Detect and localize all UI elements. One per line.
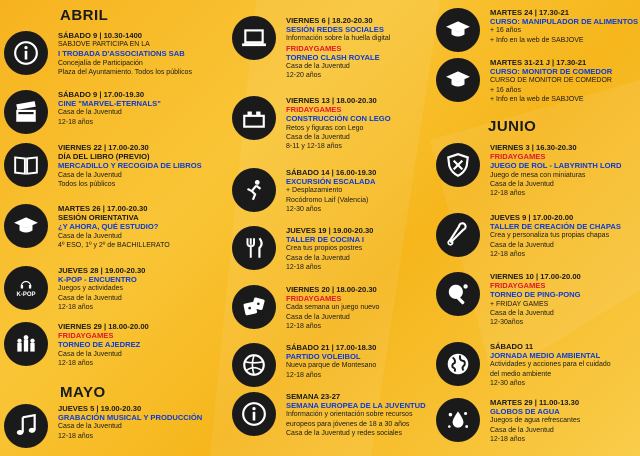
graduation-cap-icon	[4, 204, 48, 248]
event-line: + Desplazamiento	[286, 187, 343, 195]
event-line: Juegos y actividades	[58, 285, 123, 293]
event-title: CURSO: MONITOR DE COMEDOR	[490, 67, 613, 77]
event-line: 12-18 años	[490, 435, 526, 443]
safety-pin-icon	[436, 213, 480, 257]
event-title: CURSO: MANIPULADOR DE ALIMENTOS	[490, 17, 639, 27]
event-title: SEMANA EUROPEA DE LA JUVENTUD	[286, 401, 426, 411]
event-title: TORNEO DE AJEDREZ	[58, 340, 141, 350]
shield-icon	[436, 143, 480, 187]
event-line: 12-18 años	[286, 371, 322, 379]
event-line: Casa de la Juventud	[58, 350, 122, 358]
event-line: Información sobre la huella digital	[286, 35, 391, 43]
kpop-icon-label: K-POP	[16, 292, 36, 298]
event-line: Casa de la Juventud	[490, 180, 554, 188]
event-title: TALLER DE COCINA I	[286, 235, 365, 245]
event-title: MERCADILLO Y RECOGIDA DE LIBROS	[58, 161, 202, 171]
event-line: + 16 años	[490, 27, 521, 35]
event-line: Casa de la Juventud	[490, 241, 554, 249]
event-title: JORNADA MEDIO AMBIENTAL	[490, 351, 601, 361]
event-date: VIERNES 3 | 16.30-20.30	[490, 143, 577, 152]
event-line: + Info en la web de SABJOVE	[490, 95, 584, 103]
event-title: PARTIDO VOLEIBOL	[286, 352, 361, 362]
event-line: Plaza del Ayuntamiento. Todos los públicos	[58, 68, 192, 76]
event-line: Casa de la Juventud	[286, 254, 350, 262]
section-title-mayo: MAYO	[60, 384, 106, 401]
event-line: 12-18 años	[490, 190, 526, 198]
event-date: SEMANA 23-27	[286, 392, 341, 401]
event-line: 4º ESO, 1º y 2º de BACHILLERATO	[58, 241, 170, 249]
event-date: SÁBADO 11	[490, 342, 534, 351]
event-date: MARTES 31-21 J | 17.30-21	[490, 58, 587, 67]
cutlery-icon	[232, 226, 276, 270]
event-line: Casa de la Juventud	[490, 309, 554, 317]
event-date: JUEVES 5 | 19.00-20.30	[58, 404, 142, 413]
event-line: Concejalía de Participación	[58, 59, 143, 67]
event-title: JUEGO DE ROL - LABYRINTH LORD	[490, 161, 622, 171]
water-splash-icon	[436, 398, 480, 442]
event-title: SESIÓN REDES SOCIALES	[286, 25, 384, 35]
dice-icon	[232, 285, 276, 329]
clapperboard-icon	[4, 90, 48, 134]
event-line: Casa de la Juventud	[490, 426, 554, 434]
event-date: JUEVES 19 | 19.00-20.30	[286, 226, 374, 235]
event-line: Nueva parque de Montesano	[286, 362, 377, 370]
event-line: Todos los públicos	[58, 180, 116, 188]
event-title: I TROBADA D'ASSOCIATIONS SAB	[58, 49, 185, 59]
event-line: Casa de la Juventud y redes sociales	[286, 429, 402, 437]
laptop-icon	[232, 16, 276, 60]
event-subtitle: SESIÓN ORIENTATIVA	[58, 213, 139, 223]
event-line: 12-18 años	[286, 263, 322, 271]
event-title: K-POP - ENCUENTRO	[58, 275, 137, 285]
event-line: Casa de la Juventud	[58, 171, 122, 179]
event-date: JUEVES 28 | 19.00-20.30	[58, 266, 146, 275]
event-line: europeos para jóvenes de 18 a 30 años	[286, 420, 410, 428]
event-line: Casa de la Juventud	[286, 313, 350, 321]
event-line: Casa de la Juventud	[286, 63, 350, 71]
event-subtitle: DÍA DEL LIBRO (PREVIO)	[58, 152, 150, 162]
event-title: GLOBOS DE AGUA	[490, 407, 560, 417]
event-tag: FRIDAYGAMES	[286, 294, 342, 304]
event-title: TORNEO DE PING-PONG	[490, 290, 581, 300]
event-line: 12-18 años	[58, 359, 94, 367]
section-title-junio: JUNIO	[488, 118, 537, 135]
event-line: 12-18 años	[490, 250, 526, 258]
ping-pong-icon	[436, 272, 480, 316]
event-date: VIERNES 20 | 18.00-20.30	[286, 285, 377, 294]
event-date: SÁBADO 14 | 16.00-19.30	[286, 168, 377, 177]
event-date: MARTES 24 | 17.30-21	[490, 8, 569, 17]
volleyball-icon	[232, 343, 276, 387]
event-tag: FRIDAYGAMES	[58, 331, 114, 341]
info-icon	[4, 31, 48, 75]
event-line: Retos y figuras con Lego	[286, 124, 364, 132]
event-date: VIERNES 10 | 17.00-20.00	[490, 272, 581, 281]
graduation-cap-icon	[436, 8, 480, 52]
climbing-icon	[232, 168, 276, 212]
event-line: 12-30 años	[490, 379, 526, 387]
event-line: 12-18 años	[286, 322, 322, 330]
event-line: SABJOVE PARTICIPA EN LA	[58, 41, 150, 49]
music-note-icon	[4, 404, 48, 448]
event-line: Casa de la Juventud	[286, 133, 350, 141]
event-date: SÁBADO 21 | 17.00-18.30	[286, 343, 377, 352]
event-tag: FRIDAYGAMES	[286, 43, 342, 53]
event-date: VIERNES 6 | 18.20-20.30	[286, 16, 373, 25]
event-date: VIERNES 13 | 18.00-20.30	[286, 96, 377, 105]
event-title: EXCURSIÓN ESCALADA	[286, 177, 376, 187]
event-line: Información y orientación sobre recursos	[286, 411, 413, 419]
event-line: Cada semana un juego nuevo	[286, 304, 380, 312]
event-line: Casa de la Juventud	[58, 232, 122, 240]
event-line: Casa de la Juventud	[58, 294, 122, 302]
event-line: 12-30 años	[286, 205, 322, 213]
event-line: del medio ambiente	[490, 370, 552, 378]
event-line: Actividades y acciones para el cuidado	[490, 361, 611, 369]
event-line: Juego de mesa con miniaturas	[490, 171, 586, 179]
event-date: VIERNES 22 | 17.00-20.30	[58, 143, 149, 152]
event-date: MARTES 29 | 11.00-13.30	[490, 398, 580, 407]
event-line: Casa de la Juventud	[58, 423, 122, 431]
event-line: 12-18 años	[58, 432, 94, 440]
event-line: + 16 años	[490, 86, 521, 94]
event-line: 8-11 y 12-18 años	[286, 143, 342, 151]
globe-icon	[436, 342, 480, 386]
event-date: VIERNES 29 | 18.00-20.00	[58, 322, 149, 331]
event-date: SÁBADO 9 | 10.30-1400	[58, 31, 143, 40]
event-title: TALLER DE CREACIÓN DE CHAPAS	[490, 222, 621, 232]
chess-icon	[4, 322, 48, 366]
book-icon	[4, 143, 48, 187]
event-line: Crea y personaliza tus propias chapas	[490, 232, 610, 240]
event-line: + FRIDAY GAMES	[490, 300, 549, 308]
event-date: MARTES 26 | 17.00-20.30	[58, 204, 148, 213]
event-line: 12-30años	[490, 319, 524, 327]
event-line: Rocódromo Laif (Valencia)	[286, 196, 369, 204]
event-tag: FRIDAYGAMES	[490, 281, 546, 291]
event-title-2: TORNEO CLASH ROYALE	[286, 52, 380, 62]
event-line: 12-18 años	[58, 303, 94, 311]
event-tag: FRIDAYGAMES	[490, 152, 546, 162]
event-date: JUEVES 9 | 17.00-20.00	[490, 213, 574, 222]
graduation-cap-icon	[436, 58, 480, 102]
event-date: SÁBADO 9 | 17.00-19.30	[58, 90, 145, 99]
event-title: GRABACIÓN MUSICAL Y PRODUCCIÓN	[58, 413, 203, 423]
lego-icon	[232, 96, 276, 140]
event-tag: FRIDAYGAMES	[286, 105, 342, 115]
event-line: 12-20 años	[286, 72, 322, 80]
event-title: CONSTRUCCIÓN CON LEGO	[286, 114, 391, 124]
kpop-icon	[4, 266, 48, 310]
info-icon	[232, 392, 276, 436]
event-title: ¿Y AHORA, QUÉ ESTUDIO?	[58, 222, 159, 232]
event-line: Casa de la Juventud	[58, 109, 122, 117]
event-line: + Info en la web de SABJOVE	[490, 36, 584, 44]
event-line: CURSO DE MONITOR DE COMEDOR	[490, 77, 612, 85]
event-title: CINE "MARVEL-ETERNALS"	[58, 99, 161, 109]
event-line: Crea tus propios postres	[286, 245, 363, 253]
event-line: Juegos de agua refrescantes	[490, 417, 581, 425]
section-title-abril: ABRIL	[60, 7, 109, 24]
event-line: 12-18 años	[58, 118, 94, 126]
